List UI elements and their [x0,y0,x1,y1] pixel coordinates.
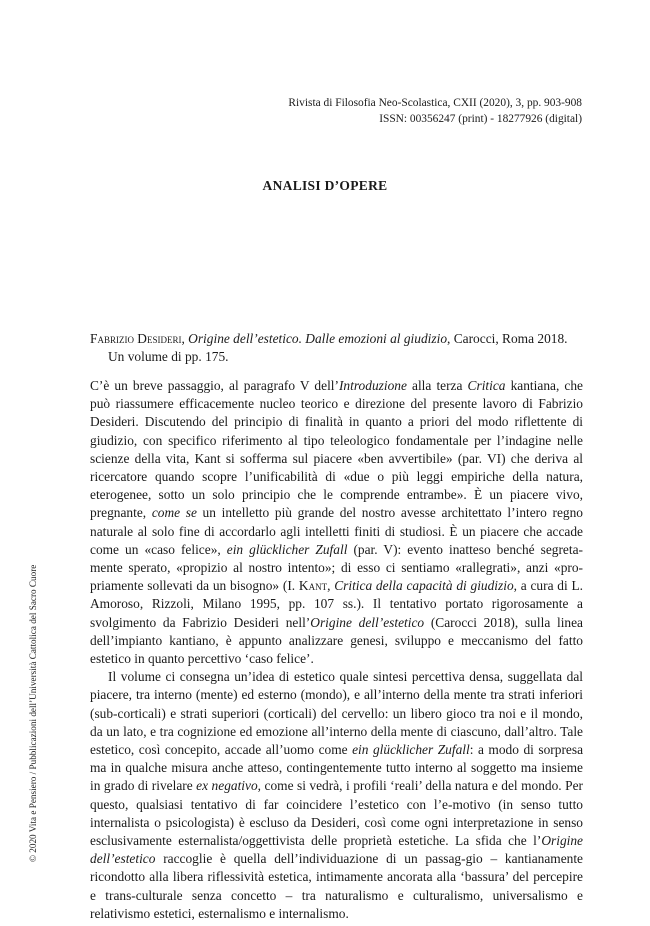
paragraph2-run: Il volume ci consegna un’idea di estetico quale sintesi percettiva densa, suggellata dal piacere, tra interno (mente) ed esterno (mondo), e all’interno della mente tra strati inferiori (sub-corticali) e strati superiori (corticali) del cervello: un libero gioco tra noi e il mondo, da un lato, e tra cognizione ed emozione all’interno della mente di ciascuno, dall’altro. Tale estetico, così concepito, accade all’uomo come [90,669,583,758]
paragraph1-run: (par. V): evento inatteso benché segreta-mente sperato, «propizio al nostro intento»; di esso ci sentiamo «rallegrati», anzi «pro-priamente sollevati da un bisogno» (I. [90,541,583,594]
journal-citation-line: Rivista di Filosofia Neo-Scolastica, CXII (2020), 3, pp. 903-908 [288,97,582,109]
paragraph1-run: alla terza [406,378,468,393]
paragraph1-run: (Carocci 2018), sulla linea dell’impianto kantiano, è appunto analizzare genesi, sviluppo e meccanismo del fatto estetico in quanto percettivo ‘caso felice’. [90,614,584,667]
paragraph2-run: ex negativo [196,778,258,794]
book-author: Fabrizio Desideri [90,331,182,346]
paragraph1-run: Introduzione [338,378,407,393]
paragraph1-run: Origine dell’estetico [310,614,425,630]
paragraph2-run: raccoglie è quella dell’individuazione di un passag-gio – kantianamente ricondotto alla libera riflessività estetica, intimamente ancorata alla ‘bassura’ del percepire e trans-culturale senza concetto – tra naturalismo e culturalismo, universalismo e relativismo estetici, esternalismo e internalismo. [90,851,583,921]
review-body [90,377,583,923]
copyright-sidebar: © 2020 Vita e Pensiero / Pubblicazioni dell’Università Cattolica del Sacro Cuore [28,564,38,862]
paragraph2-run: ein glücklicher Zufall [352,742,470,758]
section-title: ANALISI D’OPERE [262,178,388,193]
paragraph1-run: un intelletto più grande del nostro avesse architettato l’intero regno naturale al solo fine di accordarlo agli intelletti finiti di studiosi. È un piacere che accade come un «caso felice», [90,505,583,557]
journal-header [288,96,582,127]
paragraph1-run: Kant [298,578,328,594]
book-publisher: , Carocci, Roma 2018. Un volume di pp. 175. [108,331,568,364]
paragraph1-run: come se [151,505,197,521]
paragraph2-run: , come si vedrà, i profili ‘reali’ della natura e del mondo. Per questo, qualsiasi tentativo di far coincidere l’estetico con l’e-motivo (in senso tutto internalista o psicologista) è escluso da Desideri, così come ogni interpretazione in senso esclusivamente esternalista/oggettivista delle proprietà estetiche. La sfida che l’ [90,778,583,849]
paragraph1-run: Critica della capacità di giudizio [334,578,514,594]
paragraph2-run: : a modo di sorpresa ma in qualche misura anche atteso, contingentemente tutto interno al soggetto ma insieme in grado di rivelare [90,742,584,794]
book-title: Origine dell’estetico. Dalle emozioni al giudizio [188,331,448,346]
paragraph1-run: ein glücklicher Zufall [226,541,348,557]
paragraph2-run: Origine dell’estetico [90,833,583,867]
book-citation: Fabrizio Desideri, Origine dell’estetico. Dalle emozioni al giudizio, Carocci, Roma 2018. Un volume di pp. 175. [90,331,568,364]
paragraph1-run: , a cura di L. Amoroso, Rizzoli, Milano 1995, pp. 107 ss.). Il tentativo portato rigorosamente a svolgimento da Fabrizio Desideri nell’ [90,578,583,630]
paragraph1-run: C’è un breve passaggio, al paragrafo V dell’ [90,378,339,393]
paragraph1-run: , [327,578,335,594]
paragraph-1 [90,377,583,668]
paragraph1-run: Critica [467,378,506,393]
paragraph-2 [90,668,583,923]
issn-line: ISSN: 00356247 (print) - 18277926 (digital) [379,112,582,125]
paragraph1-run: kantiana, che può riassumere efficacemente nucleo teorico e direzione del presente lavoro di Fabrizio Desideri. Discutendo del principio di finalità in quanto a priori del modo riflettente di giudizio, con specifico riferimento al tipo teleologico fondamentale per l’indagine nelle scienze della vita, Kant si sofferma sul piacere «ben avvertibile» (par. VI) che deriva al ricercatore quando scopre l’unificabilità di «due o più leggi empiriche della natura, eterogenee, sotto un solo principio che le comprende entrambe». È un piacere vivo, pregnante, [90,378,583,521]
